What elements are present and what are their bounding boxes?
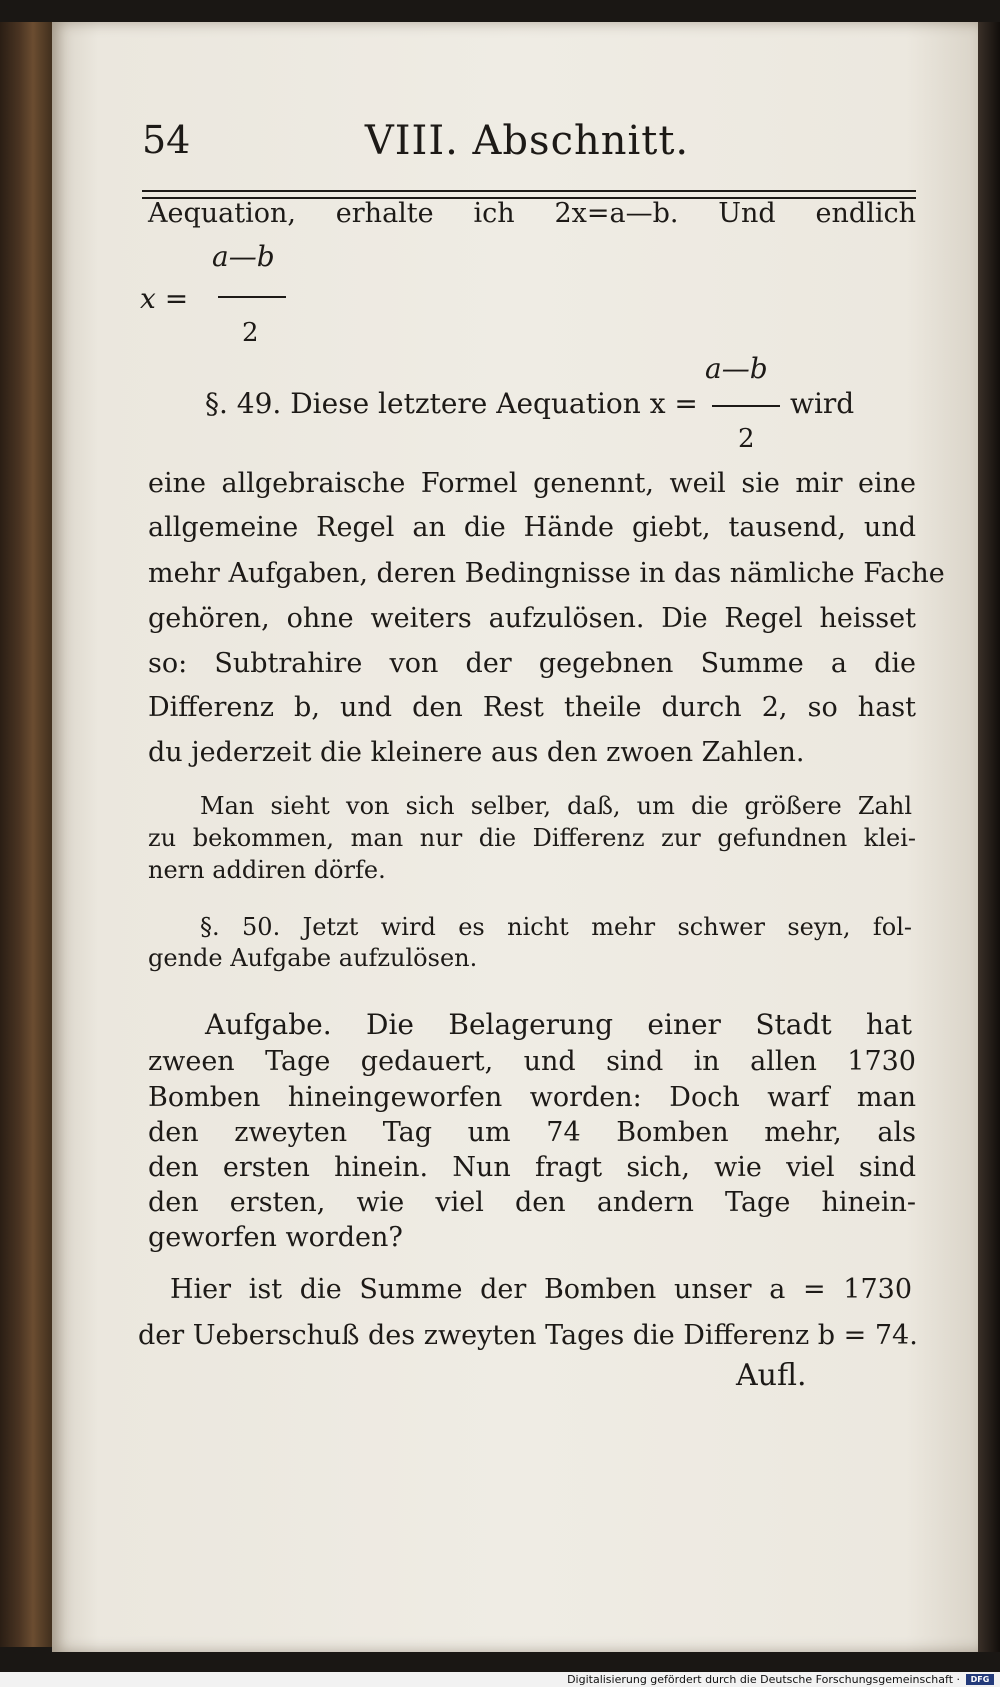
text-line: der Ueberschuß des zweyten Tages die Differenz b = 74. (138, 1320, 918, 1351)
paragraph-line: mehr Aufgaben, deren Bedingnisse in das nämliche Fache (148, 558, 945, 589)
text-line: Hier ist die Summe der Bomben unser a = 1730 (170, 1274, 912, 1305)
paragraph-line: du jederzeit die kleinere aus den zwoen Zahlen. (148, 737, 805, 768)
book-spine-edge (0, 22, 55, 1647)
dfg-logo: DFG (966, 1674, 994, 1685)
paragraph-line: allgemeine Regel an die Hände giebt, tausend, und (148, 512, 916, 543)
note-line: zu bekommen, man nur die Differenz zur gefundnen klei- (148, 824, 916, 852)
aufgabe-line: Aufgabe. Die Belagerung einer Stadt hat (205, 1008, 912, 1041)
fraction-denominator: 2 (738, 424, 755, 454)
catchword: Aufl. (736, 1358, 807, 1393)
fraction-numerator: a—b (212, 240, 275, 273)
note-line: nern addiren dörfe. (148, 856, 386, 884)
fraction-denominator: 2 (242, 318, 259, 348)
fraction-numerator: a—b (705, 352, 768, 385)
paragraph-line: Differenz b, und den Rest theile durch 2, so hast (148, 692, 916, 723)
digitization-footer (0, 1672, 1000, 1687)
fraction-bar (712, 405, 780, 407)
section-50-line: §. 50. Jetzt wird es nicht mehr schwer seyn, fol- (200, 913, 912, 941)
aufgabe-line: den zweyten Tag um 74 Bomben mehr, als (148, 1117, 916, 1148)
aufgabe-line: Bomben hineingeworfen worden: Doch warf man (148, 1082, 916, 1113)
page-right-shadow (978, 22, 1000, 1652)
text-line: Aequation, erhalte ich 2x=a—b. Und endlich (148, 198, 916, 229)
formula-lhs: x = (140, 282, 189, 315)
note-line: Man sieht von sich selber, daß, um die größere Zahl (200, 792, 912, 820)
section-50-line: gende Aufgabe aufzulösen. (148, 944, 478, 972)
chapter-title: VIII. Abschnitt. (364, 118, 690, 164)
running-header (142, 118, 912, 178)
paragraph-line: so: Subtrahire von der gegebnen Summe a die (148, 648, 916, 679)
aufgabe-line: geworfen worden? (148, 1222, 403, 1253)
section-49-tail: wird (790, 387, 855, 420)
page-number: 54 (142, 118, 191, 162)
aufgabe-line: den ersten, wie viel den andern Tage hinein- (148, 1187, 916, 1218)
fraction-bar (218, 296, 286, 298)
section-49-lead: §. 49. Diese letztere Aequation x = (205, 387, 698, 420)
aufgabe-line: zween Tage gedauert, und sind in allen 1730 (148, 1046, 916, 1077)
footer-credit: Digitalisierung gefördert durch die Deutsche Forschungsgemeinschaft · (567, 1673, 960, 1686)
aufgabe-line: den ersten hinein. Nun fragt sich, wie viel sind (148, 1152, 916, 1183)
paragraph-line: gehören, ohne weiters aufzulösen. Die Regel heisset (148, 603, 916, 634)
paragraph-line: eine allgebraische Formel genennt, weil sie mir eine (148, 468, 916, 499)
